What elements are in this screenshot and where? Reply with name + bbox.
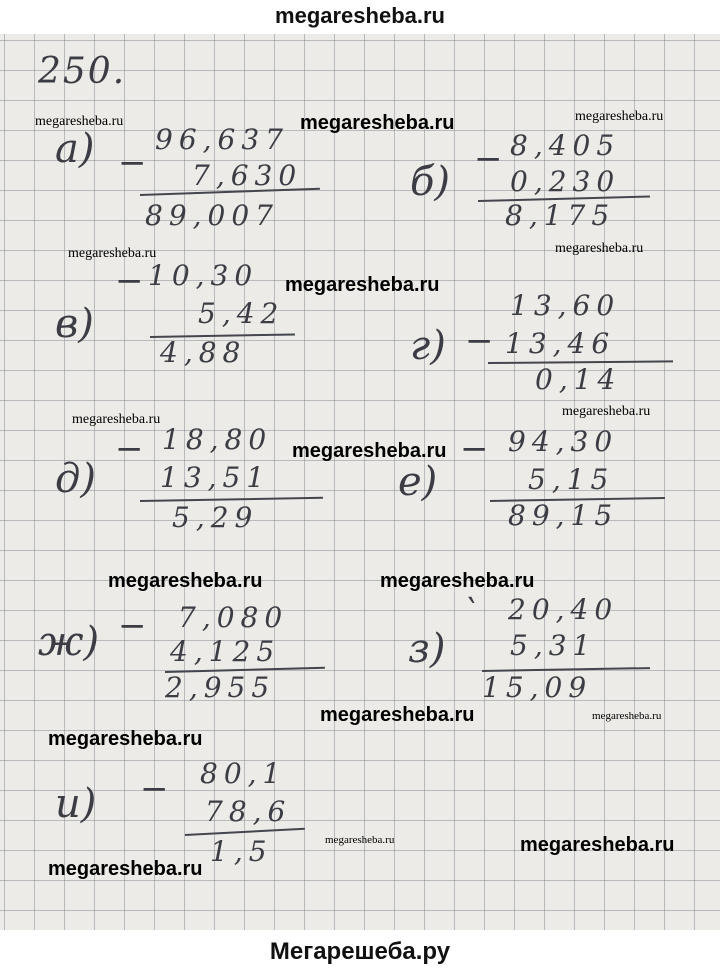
watermark: megaresheba.ru bbox=[35, 114, 124, 129]
site-footer bbox=[0, 930, 720, 973]
problem-z-label: з) bbox=[408, 626, 446, 672]
problem-a-label: а) bbox=[55, 126, 95, 172]
problem-zh-result: 2,955 bbox=[165, 671, 276, 704]
problem-a-minus: − bbox=[118, 143, 147, 183]
problem-i-subtrahend: 78,6 bbox=[205, 795, 292, 828]
watermark: megaresheba.ru bbox=[108, 570, 263, 592]
problem-v-result: 4,88 bbox=[160, 336, 247, 369]
notebook-sheet bbox=[0, 34, 720, 930]
watermark: megaresheba.ru bbox=[48, 728, 203, 750]
problem-a-subtrahend: 7,630 bbox=[192, 159, 303, 192]
site-header bbox=[0, 0, 720, 34]
problem-d-label: д) bbox=[55, 456, 96, 502]
watermark: megaresheba.ru bbox=[300, 112, 455, 134]
problem-d-result: 5,29 bbox=[172, 501, 259, 534]
problem-g-subtrahend: 13,46 bbox=[505, 327, 616, 360]
problem-b-minus: − bbox=[474, 139, 503, 179]
problem-i-result: 1,5 bbox=[210, 835, 273, 868]
problem-b-label: б) bbox=[410, 159, 451, 205]
problem-a-result: 89,007 bbox=[145, 199, 279, 232]
problem-zh-minuend: 7,080 bbox=[178, 601, 289, 634]
problem-v-subtrahend: 5,42 bbox=[198, 297, 285, 330]
problem-z-minuend: 20,40 bbox=[508, 593, 619, 626]
site-header-text: megaresheba.ru bbox=[275, 3, 445, 28]
watermark: megaresheba.ru bbox=[285, 274, 440, 296]
problem-b-subtrahend: 0,230 bbox=[510, 165, 621, 198]
problem-i-label: и) bbox=[55, 781, 97, 827]
problem-e-result: 89,15 bbox=[508, 499, 619, 532]
exercise-number: 250. bbox=[38, 51, 127, 92]
watermark: megaresheba.ru bbox=[48, 858, 203, 880]
problem-g-minus: − bbox=[465, 321, 494, 361]
problem-i-minus: − bbox=[140, 769, 169, 809]
problem-d-subtrahend: 13,51 bbox=[160, 461, 271, 494]
problem-e-minus: − bbox=[460, 429, 489, 469]
problem-b-result: 8,175 bbox=[505, 199, 616, 232]
watermark: megaresheba.ru bbox=[380, 570, 535, 592]
site-footer-text: Мегарешеба.ру bbox=[269, 938, 451, 965]
problem-v-label: в) bbox=[55, 301, 94, 347]
problem-zh-subtrahend: 4,125 bbox=[170, 635, 281, 668]
watermark: megaresheba.ru bbox=[555, 241, 644, 256]
watermark: megaresheba.ru bbox=[592, 710, 662, 722]
problem-e-subtrahend: 5,15 bbox=[528, 463, 615, 496]
problem-v-minuend: 10,30 bbox=[148, 259, 259, 292]
watermark: megaresheba.ru bbox=[325, 834, 395, 846]
problem-d-minuend: 18,80 bbox=[162, 423, 273, 456]
problem-b-minuend: 8,405 bbox=[510, 129, 621, 162]
watermark: megaresheba.ru bbox=[562, 404, 651, 419]
problem-g-result: 0,14 bbox=[535, 363, 622, 396]
problem-zh-label: ж) bbox=[38, 619, 100, 665]
problem-e-label: е) bbox=[398, 459, 438, 505]
watermark: megaresheba.ru bbox=[520, 834, 675, 856]
watermark: megaresheba.ru bbox=[575, 109, 664, 124]
problem-z-subtrahend: 5,31 bbox=[510, 629, 597, 662]
problem-g-label: г) bbox=[410, 323, 446, 369]
problem-v-minus: − bbox=[115, 261, 144, 301]
watermark: megaresheba.ru bbox=[68, 246, 157, 261]
problem-e-minuend: 94,30 bbox=[508, 425, 619, 458]
problem-zh-minus: − bbox=[118, 606, 147, 646]
problem-a-minuend: 96,637 bbox=[155, 123, 289, 156]
problem-d-minus: − bbox=[115, 429, 144, 469]
problem-i-minuend: 80,1 bbox=[200, 757, 287, 790]
problem-z-result: 15,09 bbox=[482, 671, 593, 704]
watermark: megaresheba.ru bbox=[320, 704, 475, 726]
watermark: megaresheba.ru bbox=[72, 412, 161, 427]
problem-g-minuend: 13,60 bbox=[510, 289, 621, 322]
problem-z-minus: ` bbox=[462, 593, 479, 633]
watermark: megaresheba.ru bbox=[292, 440, 447, 462]
